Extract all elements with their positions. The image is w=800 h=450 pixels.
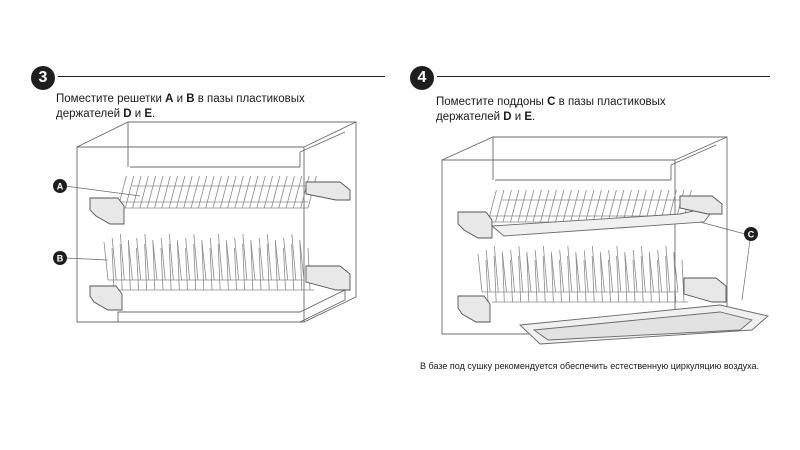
rack-wire xyxy=(586,190,594,222)
rack-wire xyxy=(608,190,616,222)
rack-wire xyxy=(250,176,258,208)
rack-wire xyxy=(191,176,199,208)
rack-wire xyxy=(616,190,624,222)
rack-wire xyxy=(220,176,228,208)
rack-wire xyxy=(593,190,601,222)
rack-wire xyxy=(526,190,534,222)
rack-wire xyxy=(228,176,236,208)
rack-wire xyxy=(578,190,586,222)
air-circulation-note: В базе под сушку рекомендуется обеспечить естественную циркуляцию воздуха. xyxy=(420,361,760,371)
rack-wire xyxy=(286,176,294,208)
rackB-wires xyxy=(104,234,314,290)
callout-a-label: A xyxy=(56,181,64,192)
rack-wire xyxy=(213,176,221,208)
rack-wire xyxy=(496,190,504,222)
rack-wire xyxy=(140,176,148,208)
rack-wire xyxy=(533,190,541,222)
step-4-number: 4 xyxy=(410,66,434,90)
rack-wire xyxy=(264,176,272,208)
rack-plate-wire xyxy=(104,242,108,280)
rack-wire xyxy=(279,176,287,208)
rack-wire xyxy=(242,176,250,208)
callout-b-label: B xyxy=(56,253,64,264)
step-4-instruction: Поместите поддоны C в пазы пластиковых держателей D и E. xyxy=(436,96,666,123)
rack-wire xyxy=(125,176,133,208)
rack-wire xyxy=(556,190,564,222)
rack-wire xyxy=(601,190,609,222)
rack-wire xyxy=(155,176,163,208)
rack-wire xyxy=(271,176,279,208)
callout-c-label: C xyxy=(747,229,755,240)
rack-wire xyxy=(162,176,170,208)
rack-wire xyxy=(133,176,141,208)
rack-plate-wire xyxy=(478,254,482,292)
rack-wire xyxy=(571,190,579,222)
rack-wire xyxy=(548,190,556,222)
step-3-number: 3 xyxy=(31,66,55,90)
rack-wire xyxy=(235,176,243,208)
rack-wire xyxy=(198,176,206,208)
rack-wire xyxy=(293,176,301,208)
rack-wire xyxy=(257,176,265,208)
rack-wire xyxy=(541,190,549,222)
rack-wire xyxy=(176,176,184,208)
rack-wire xyxy=(169,176,177,208)
rackA-wires xyxy=(118,176,322,208)
step-3-instruction: Поместите решетки A и B в пазы пластиковых держателей D и E. xyxy=(56,93,305,120)
rack-wire xyxy=(518,190,526,222)
rack-wire xyxy=(503,190,511,222)
rack-wire xyxy=(184,176,192,208)
rack-wire xyxy=(206,176,214,208)
rack-wire xyxy=(511,190,519,222)
rack-wire xyxy=(147,176,155,208)
rack-wire xyxy=(563,190,571,222)
rackB2-wires xyxy=(478,246,688,302)
